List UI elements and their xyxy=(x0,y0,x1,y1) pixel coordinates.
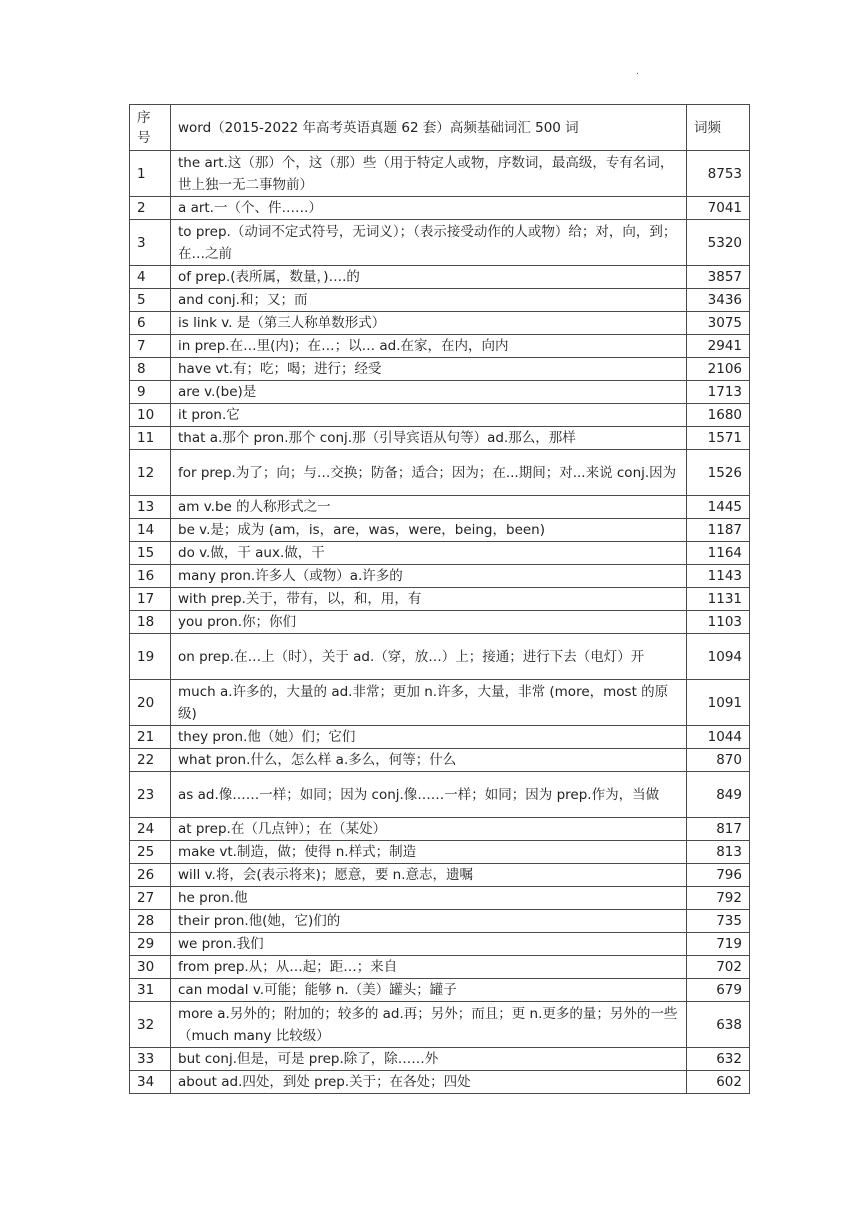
table-row xyxy=(130,1002,750,1048)
row-word-definition: but conj.但是，可是 prep.除了，除……外 xyxy=(171,1048,687,1071)
row-frequency: 1091 xyxy=(687,680,750,726)
row-word-definition: for prep.为了；向；与…交换；防备；适合；因为；在...期间；对...来说 conj.因为 xyxy=(171,450,687,496)
table-row xyxy=(130,335,750,358)
row-index: 18 xyxy=(130,611,171,634)
row-word-definition: what pron.什么，怎么样 a.多么，何等；什么 xyxy=(171,749,687,772)
row-frequency: 719 xyxy=(687,933,750,956)
row-word-definition: you pron.你；你们 xyxy=(171,611,687,634)
header-frequency: 词频 xyxy=(687,105,750,151)
row-frequency: 1103 xyxy=(687,611,750,634)
row-frequency: 792 xyxy=(687,887,750,910)
row-index: 2 xyxy=(130,197,171,220)
header-index: 序号 xyxy=(130,105,171,151)
table-row xyxy=(130,565,750,588)
table-row xyxy=(130,818,750,841)
row-index: 7 xyxy=(130,335,171,358)
row-index: 8 xyxy=(130,358,171,381)
row-word-definition: to prep.（动词不定式符号，无词义）；（表示接受动作的人或物）给；对，向，到；在…之前 xyxy=(171,220,687,266)
row-word-definition: make vt.制造，做；使得 n.样式；制造 xyxy=(171,841,687,864)
table-row xyxy=(130,542,750,565)
table-row xyxy=(130,289,750,312)
row-index: 26 xyxy=(130,864,171,887)
row-index: 13 xyxy=(130,496,171,519)
row-index: 11 xyxy=(130,427,171,450)
row-index: 4 xyxy=(130,266,171,289)
row-index: 28 xyxy=(130,910,171,933)
row-frequency: 3857 xyxy=(687,266,750,289)
vocabulary-table xyxy=(129,104,750,1094)
row-word-definition: at prep.在（几点钟）；在（某处） xyxy=(171,818,687,841)
row-frequency: 7041 xyxy=(687,197,750,220)
row-frequency: 602 xyxy=(687,1071,750,1094)
row-word-definition: more a.另外的；附加的；较多的 ad.再；另外；而且；更 n.更多的量；另外的一些（much many 比较级） xyxy=(171,1002,687,1048)
row-frequency: 1445 xyxy=(687,496,750,519)
row-index: 23 xyxy=(130,772,171,818)
row-index: 20 xyxy=(130,680,171,726)
row-word-definition: can modal v.可能；能够 n.（美）罐头；罐子 xyxy=(171,979,687,1002)
table-row xyxy=(130,519,750,542)
row-index: 22 xyxy=(130,749,171,772)
row-word-definition: about ad.四处，到处 prep.关于；在各处；四处 xyxy=(171,1071,687,1094)
table-row xyxy=(130,358,750,381)
header-word: word（2015-2022 年高考英语真题 62 套）高频基础词汇 500 词 xyxy=(171,105,687,151)
row-frequency: 735 xyxy=(687,910,750,933)
row-word-definition: that a.那个 pron.那个 conj.那（引导宾语从句等）ad.那么，那样 xyxy=(171,427,687,450)
row-index: 30 xyxy=(130,956,171,979)
table-row xyxy=(130,933,750,956)
table-header-row xyxy=(130,105,750,151)
row-frequency: 1044 xyxy=(687,726,750,749)
row-index: 16 xyxy=(130,565,171,588)
row-index: 25 xyxy=(130,841,171,864)
row-index: 15 xyxy=(130,542,171,565)
row-word-definition: we pron.我们 xyxy=(171,933,687,956)
table-row xyxy=(130,1071,750,1094)
table-row xyxy=(130,680,750,726)
row-frequency: 3075 xyxy=(687,312,750,335)
row-frequency: 1164 xyxy=(687,542,750,565)
table-row xyxy=(130,887,750,910)
row-word-definition: of prep.(表所属，数量，)….的 xyxy=(171,266,687,289)
table-row xyxy=(130,381,750,404)
row-index: 9 xyxy=(130,381,171,404)
row-index: 34 xyxy=(130,1071,171,1094)
row-word-definition: much a.许多的，大量的 ad.非常；更加 n.许多，大量，非常 (more，most 的原级) xyxy=(171,680,687,726)
row-frequency: 1131 xyxy=(687,588,750,611)
row-frequency: 1143 xyxy=(687,565,750,588)
row-word-definition: do v.做，干 aux.做，干 xyxy=(171,542,687,565)
row-word-definition: are v.(be)是 xyxy=(171,381,687,404)
row-index: 27 xyxy=(130,887,171,910)
row-frequency: 2941 xyxy=(687,335,750,358)
row-frequency: 817 xyxy=(687,818,750,841)
row-word-definition: am v.be 的人称形式之一 xyxy=(171,496,687,519)
table-row xyxy=(130,450,750,496)
table-row xyxy=(130,427,750,450)
row-word-definition: and conj.和；又；而 xyxy=(171,289,687,312)
row-word-definition: be v.是；成为 (am，is，are，was，were，being，been) xyxy=(171,519,687,542)
table-row xyxy=(130,496,750,519)
row-frequency: 813 xyxy=(687,841,750,864)
row-index: 24 xyxy=(130,818,171,841)
row-frequency: 870 xyxy=(687,749,750,772)
row-frequency: 5320 xyxy=(687,220,750,266)
table-row xyxy=(130,634,750,680)
row-word-definition: a art.一（个、件……） xyxy=(171,197,687,220)
row-index: 14 xyxy=(130,519,171,542)
row-frequency: 632 xyxy=(687,1048,750,1071)
page-corner-mark: . xyxy=(636,66,639,77)
row-index: 32 xyxy=(130,1002,171,1048)
row-frequency: 1094 xyxy=(687,634,750,680)
row-frequency: 1571 xyxy=(687,427,750,450)
row-word-definition: is link v. 是（第三人称单数形式） xyxy=(171,312,687,335)
table-row xyxy=(130,1048,750,1071)
row-index: 12 xyxy=(130,450,171,496)
row-word-definition: as ad.像……一样；如同；因为 conj.像……一样；如同；因为 prep.作为，当做 xyxy=(171,772,687,818)
row-index: 21 xyxy=(130,726,171,749)
row-frequency: 1713 xyxy=(687,381,750,404)
row-frequency: 702 xyxy=(687,956,750,979)
row-index: 17 xyxy=(130,588,171,611)
row-index: 3 xyxy=(130,220,171,266)
row-frequency: 2106 xyxy=(687,358,750,381)
table-row xyxy=(130,404,750,427)
table-row xyxy=(130,266,750,289)
row-word-definition: will v.将，会(表示将来)；愿意，要 n.意志，遗嘱 xyxy=(171,864,687,887)
row-word-definition: have vt.有；吃；喝；进行；经受 xyxy=(171,358,687,381)
table-row xyxy=(130,749,750,772)
row-word-definition: with prep.关于，带有，以，和，用，有 xyxy=(171,588,687,611)
table-row xyxy=(130,841,750,864)
row-frequency: 3436 xyxy=(687,289,750,312)
row-index: 19 xyxy=(130,634,171,680)
row-frequency: 1680 xyxy=(687,404,750,427)
row-word-definition: it pron.它 xyxy=(171,404,687,427)
row-frequency: 796 xyxy=(687,864,750,887)
row-word-definition: in prep.在…里(内)；在…；以… ad.在家，在内，向内 xyxy=(171,335,687,358)
row-index: 29 xyxy=(130,933,171,956)
row-frequency: 849 xyxy=(687,772,750,818)
table-row xyxy=(130,312,750,335)
row-index: 10 xyxy=(130,404,171,427)
table-row xyxy=(130,220,750,266)
row-index: 1 xyxy=(130,151,171,197)
row-index: 6 xyxy=(130,312,171,335)
row-index: 33 xyxy=(130,1048,171,1071)
row-word-definition: on prep.在…上（时），关于 ad.（穿，放…）上；接通；进行下去（电灯）开 xyxy=(171,634,687,680)
row-index: 5 xyxy=(130,289,171,312)
table-row xyxy=(130,772,750,818)
row-word-definition: the art.这（那）个，这（那）些（用于特定人或物，序数词，最高级，专有名词，世上独一无二事物前） xyxy=(171,151,687,197)
row-frequency: 1187 xyxy=(687,519,750,542)
table-row xyxy=(130,956,750,979)
row-word-definition: their pron.他(她，它)们的 xyxy=(171,910,687,933)
row-word-definition: from prep.从；从…起；距…；来自 xyxy=(171,956,687,979)
row-frequency: 679 xyxy=(687,979,750,1002)
table-row xyxy=(130,910,750,933)
row-word-definition: they pron.他（她）们；它们 xyxy=(171,726,687,749)
row-frequency: 8753 xyxy=(687,151,750,197)
table-row xyxy=(130,864,750,887)
table-row xyxy=(130,979,750,1002)
table-row xyxy=(130,588,750,611)
table-row xyxy=(130,726,750,749)
row-frequency: 1526 xyxy=(687,450,750,496)
row-word-definition: he pron.他 xyxy=(171,887,687,910)
table-row xyxy=(130,151,750,197)
row-frequency: 638 xyxy=(687,1002,750,1048)
table-row xyxy=(130,611,750,634)
row-word-definition: many pron.许多人（或物）a.许多的 xyxy=(171,565,687,588)
table-row xyxy=(130,197,750,220)
row-index: 31 xyxy=(130,979,171,1002)
